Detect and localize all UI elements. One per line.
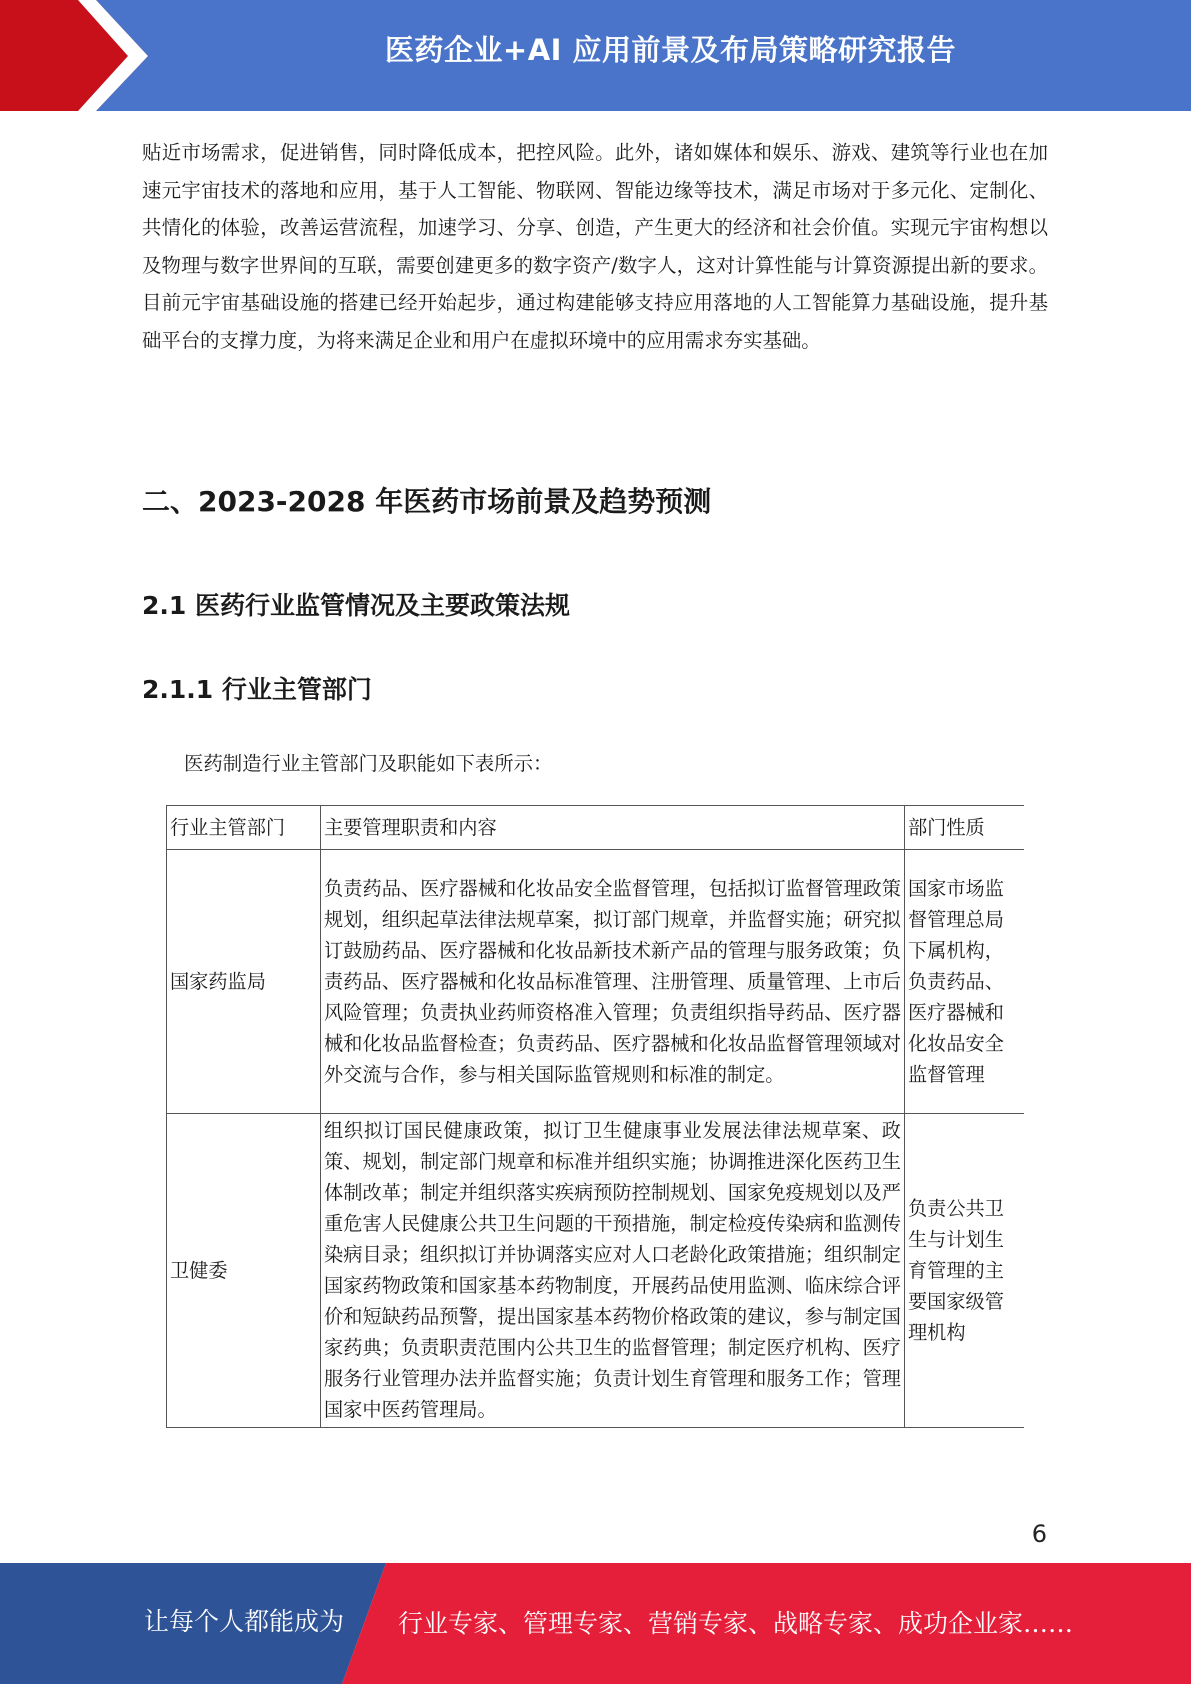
section-heading: 二、2023-2028 年医药市场前景及趋势预测 [142,485,712,518]
table-header-cell: 行业主管部门 [167,806,321,850]
footer-banner [0,1563,1191,1684]
duties-cell: 负责药品、医疗器械和化妆品安全监督管理，包括拟订监督管理政策规划，组织起草法律法规草案，拟订部门规章，并监督实施；研究拟订鼓励药品、医疗器械和化妆品新技术新产品的管理与服务政策；负责药品、医疗器械和化妆品标准管理、注册管理、质量管理、上市后风险管理；负责执业药师资格准入管理；负责组织指导药品、医疗器械和化妆品监督检查；负责药品、医疗器械和化妆品监督管理领域对外交流与合作，参与相关国际监管规则和标准的制定。 [321,850,905,1114]
table-row [167,1114,1025,1428]
table-caption: 医药制造行业主管部门及职能如下表所示： [184,752,553,775]
table-header-cell: 主要管理职责和内容 [321,806,905,850]
intro-paragraph: 贴近市场需求，促进销售，同时降低成本，把控风险。此外，诸如媒体和娱乐、游戏、建筑等行业也在加速元宇宙技术的落地和应用，基于人工智能、物联网、智能边缘等技术，满足市场对于多元化、定制化、共情化的体验，改善运营流程，加速学习、分享、创造，产生更大的经济和社会价值。实现元宇宙构想以及物理与数字世界间的互联，需要创建更多的数字资产/数字人，这对计算性能与计算资源提出新的要求。目前元宇宙基础设施的搭建已经开始起步，通过构建能够支持应用落地的人工智能算力基础设施，提升基础平台的支撑力度，为将来满足企业和用户在虚拟环境中的应用需求夯实基础。 [142,141,1048,352]
nature-cell: 负责公共卫生与计划生育管理的主要国家级管理机构 [905,1114,1025,1428]
table-header-cell: 部门性质 [905,806,1025,850]
footer-slogan-right: 行业专家、管理专家、营销专家、战略专家、成功企业家…… [398,1609,1074,1638]
footer-slogan-left: 让每个人都能成为 [144,1607,345,1636]
page-number: 6 [1031,1520,1047,1548]
nature-cell: 国家市场监督管理总局下属机构，负责药品、医疗器械和化妆品安全监督管理 [905,850,1025,1114]
header-banner [0,0,1191,111]
departments-table [166,805,1024,1428]
table-row [167,850,1025,1114]
document-title: 医药企业+AI 应用前景及布局策略研究报告 [384,33,957,67]
dept-name-cell: 卫健委 [167,1114,321,1428]
subsection-heading: 2.1 医药行业监管情况及主要政策法规 [142,591,570,620]
departments-table-container [166,805,1024,1467]
dept-name-cell: 国家药监局 [167,850,321,1114]
table-header-row [167,806,1025,850]
duties-cell: 组织拟订国民健康政策，拟订卫生健康事业发展法律法规草案、政策、规划，制定部门规章和标准并组织实施；协调推进深化医药卫生体制改革；制定并组织落实疾病预防控制规划、国家免疫规划以及严重危害人民健康公共卫生问题的干预措施，制定检疫传染病和监测传染病目录；组织拟订并协调落实应对人口老龄化政策措施；组织制定国家药物政策和国家基本药物制度，开展药品使用监测、临床综合评价和短缺药品预警，提出国家基本药物价格政策的建议，参与制定国家药典；负责职责范围内公共卫生的监督管理；制定医疗机构、医疗服务行业管理办法并监督实施；负责计划生育管理和服务工作；管理国家中医药管理局。 [321,1114,905,1428]
subsubsection-heading: 2.1.1 行业主管部门 [142,675,372,704]
